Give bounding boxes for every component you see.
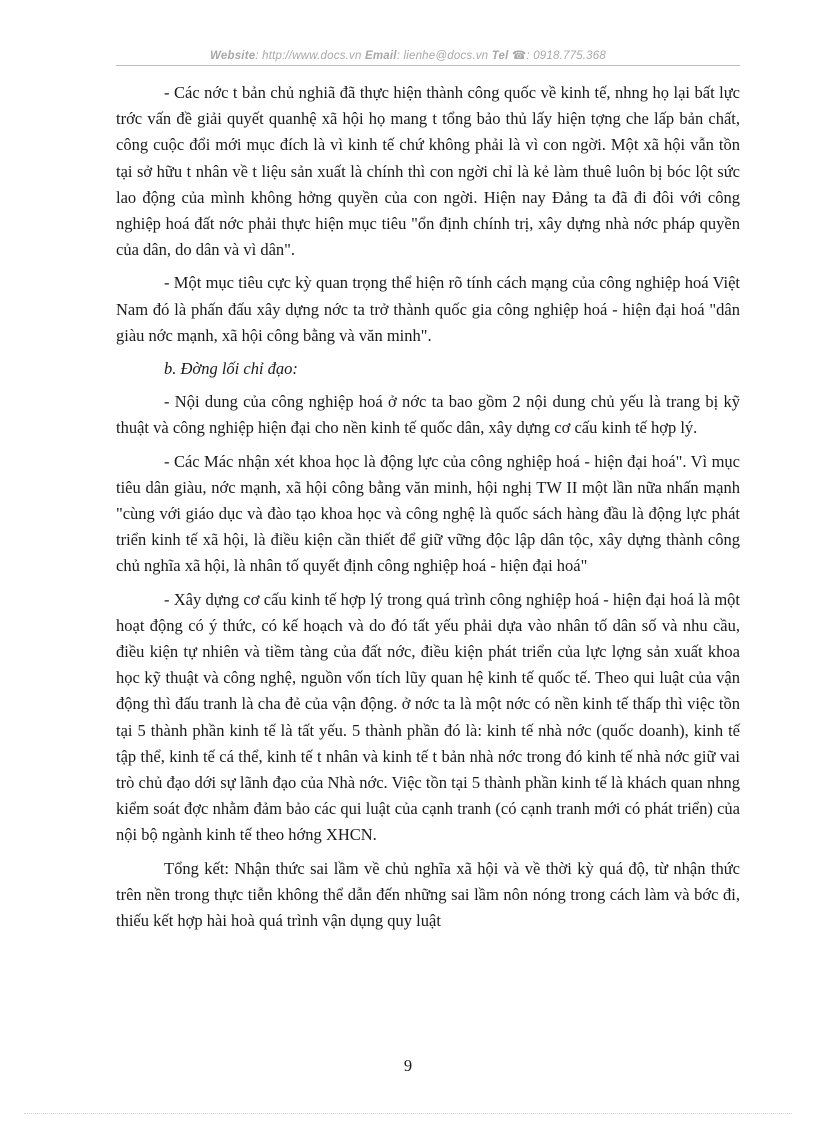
paragraph-1: - Các nớc t bản chủ nghiã đã thực hiện thành công quốc về kinh tế, nhng họ lại bất lực trớc vấn đề giải quyết quanhệ xã hội họ mang t tổng bảo thủ lấy hiện tợng che lấp bản chất, công cuộc đổi mới mục đích là vì kinh tế chứ không phải là vì con ngời. Một xã hội vẫn tồn tại sở hữu t nhân về t liệu sản xuất là chính thì con ngời chỉ là kẻ làm thuê luôn bị bóc lột sức lao động của mình không hởng quyền của con ngời. Hiện nay Đảng ta đã đi đôi với công nghiệp hoá đất nớc phải thực hiện mục tiêu "ổn định chính trị, xây dựng nhà nớc pháp quyền của dân, do dân và vì dân".: [116, 83, 740, 260]
email-label: Email: [365, 50, 397, 62]
website-label: Website: [210, 50, 256, 62]
paragraph-3: - Nội dung của công nghiệp hoá ở nớc ta bao gồm 2 nội dung chủ yếu là trang bị kỹ thuật và công nghiệp hiện đại cho nền kinh tế quốc dân, xây dựng cơ cấu kinh tế hợp lý.: [116, 392, 740, 438]
website-value: : http://www.docs.vn: [255, 50, 362, 62]
page-header: [0, 48, 816, 62]
header-divider: [116, 65, 740, 66]
page-number: 9: [403, 1056, 413, 1075]
section-heading: b. Đờng lối chỉ đạo:: [164, 359, 298, 379]
paragraph-6: Tổng kết: Nhận thức sai lầm về chủ nghĩa xã hội và về thời kỳ quá độ, từ nhận thức trên nền trong thực tiễn không thể dẫn đến những sai lầm nôn nóng trong cách làm và bớc đi, thiếu kết hợp hài hoà quá trình vận dụng quy luật: [116, 858, 740, 931]
email-value: : lienhe@docs.vn: [396, 50, 489, 62]
document-body: [116, 80, 740, 931]
tel-value: : 0918.775.368: [526, 50, 606, 62]
paragraph-5: - Xây dựng cơ cấu kinh tế hợp lý trong quá trình công nghiệp hoá - hiện đại hoá là một hoạt động có ý thức, có kế hoạch và do đó tất yếu phải dựa vào nhân tố dân số và nhu cầu, điều kiện tự nhiên và tiềm tàng của đất nớc, điều kiện phát triển của lực lợng sản xuất khoa học kỹ thuật và công nghệ, nguồn vốn tích lũy quan hệ kinh tế quốc tế. Theo qui luật của vận động thì đấu tranh là cha đẻ của vận động. ở nớc ta là một nớc có nền kinh tế thấp thì việc tồn tại 5 thành phần kinh tế là tất yếu. 5 thành phần đó là: kinh tế nhà nớc (quốc doanh), kinh tế tập thể, kinh tế cá thể, kinh tế t nhân và kinh tế t bản nhà nớc trong đó kinh tế nhà nớc giữ vai trò chủ đạo dới sự lãnh đạo của Nhà nớc. Việc tồn tại 5 thành phần kinh tế là khách quan nhng kiểm soát đợc nhằm đảm bảo các qui luật của cạnh tranh (có cạnh tranh mới có phát triển) của nội bộ ngành kinh tế theo hớng XHCN.: [116, 589, 740, 845]
paragraph-4: - Các Mác nhận xét khoa học là động lực của công nghiệp hoá - hiện đại hoá". Vì mục tiêu dân giàu, nớc mạnh, xã hội công bằng văn minh, hội nghị TW II một lần nữa nhấn mạnh "cùng với giáo dục và đào tạo khoa học và công nghệ là quốc sách hàng đầu là động lực phát triển kinh tế xã hội, là điều kiện cần thiết để giữ vững độc lập dân tộc, xây dựng thành công chủ nghĩa xã hội, là nhân tố quyết định công nghiệp hoá - hiện đại hoá": [116, 451, 740, 576]
paragraph-2: - Một mục tiêu cực kỳ quan trọng thể hiện rõ tính cách mạng của công nghiệp hoá Việt Nam đó là phấn đấu xây dựng nớc ta trở thành quốc gia công nghiệp hoá - hiện đại hoá "dân giàu nớc mạnh, xã hội công bằng và văn minh".: [116, 273, 740, 345]
phone-icon: ☎: [508, 50, 527, 62]
tel-label: Tel: [491, 50, 509, 62]
footer-divider: [24, 1113, 792, 1114]
